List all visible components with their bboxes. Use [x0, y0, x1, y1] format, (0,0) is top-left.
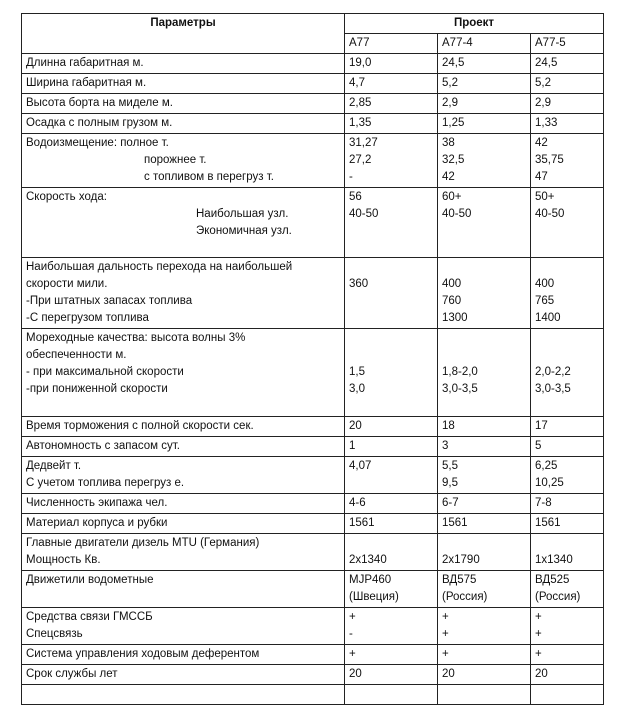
- value-line: 400: [535, 278, 555, 290]
- param-line: Движетили водометные: [26, 574, 154, 586]
- table-row: [22, 608, 604, 645]
- value-cell: [438, 134, 531, 188]
- value-line: +: [535, 611, 542, 623]
- value-line: 32,5: [442, 154, 465, 166]
- value-cell: [531, 258, 604, 329]
- value-line: 400: [442, 278, 462, 290]
- param-cell: [22, 514, 345, 534]
- param-cell: [22, 665, 345, 685]
- table-row: [22, 494, 604, 514]
- value-line: 2х1340: [349, 554, 387, 566]
- value-line: [442, 259, 526, 276]
- value-cell: [345, 329, 438, 417]
- param-line: - при максимальной скорости: [26, 366, 184, 378]
- value-cell: [345, 417, 438, 437]
- value-line: 17: [535, 420, 548, 432]
- param-line: -при пониженной скорости: [26, 383, 168, 395]
- param-line: Мореходные качества: высота волны 3%: [26, 332, 246, 344]
- value-cell: [438, 645, 531, 665]
- param-line: Автономность с запасом сут.: [26, 440, 180, 452]
- value-line: 1,33: [535, 117, 558, 129]
- value-cell: [345, 571, 438, 608]
- value-cell: [438, 665, 531, 685]
- value-line: 20: [349, 668, 362, 680]
- value-line: [535, 347, 599, 364]
- value-cell: [531, 74, 604, 94]
- table-row: [22, 645, 604, 665]
- param-cell: [22, 329, 345, 417]
- value-cell: [438, 608, 531, 645]
- table-row: [22, 329, 604, 417]
- param-cell: [22, 571, 345, 608]
- value-line: 20: [349, 420, 362, 432]
- value-line: 765: [535, 295, 555, 307]
- value-cell: [438, 329, 531, 417]
- param-line: Мощность Кв.: [26, 554, 101, 566]
- value-line: 38: [442, 137, 455, 149]
- value-cell: [345, 645, 438, 665]
- table-row: [22, 134, 604, 188]
- value-cell: [438, 514, 531, 534]
- value-cell: [438, 188, 531, 258]
- value-cell: [438, 494, 531, 514]
- value-line: (Россия): [535, 591, 581, 603]
- param-line: -При штатных запасах топлива: [26, 295, 193, 307]
- param-line: Спецсвязь: [26, 628, 83, 640]
- value-cell: [531, 457, 604, 494]
- value-line: [349, 475, 433, 492]
- value-line: [442, 347, 526, 364]
- value-line: -: [349, 628, 353, 640]
- value-cell: [438, 114, 531, 134]
- value-line: 1561: [349, 517, 375, 529]
- value-line: 40-50: [349, 208, 379, 220]
- value-line: MJP460: [349, 574, 392, 586]
- value-line: 2,9: [442, 97, 458, 109]
- value-line: [535, 686, 599, 703]
- spec-table: [21, 13, 604, 705]
- param-cell: [22, 608, 345, 645]
- param-cell: [22, 437, 345, 457]
- value-cell: [345, 188, 438, 258]
- value-line: 1,25: [442, 117, 465, 129]
- value-line: 3: [442, 440, 449, 452]
- value-line: [349, 330, 433, 347]
- value-cell: [531, 437, 604, 457]
- param-line: Высота борта на миделе м.: [26, 97, 173, 109]
- table-row: [22, 534, 604, 571]
- value-cell: [438, 54, 531, 74]
- value-line: 4-6: [349, 497, 366, 509]
- value-line: 18: [442, 420, 455, 432]
- value-line: 42: [442, 171, 455, 183]
- value-line: 2,9: [535, 97, 551, 109]
- value-cell: [345, 437, 438, 457]
- value-line: 60+: [442, 191, 462, 203]
- value-line: 7-8: [535, 497, 552, 509]
- value-line: +: [442, 628, 449, 640]
- project-a77-5: А77-5: [531, 34, 604, 54]
- value-line: 1,8-2,0: [442, 366, 478, 378]
- value-line: 5: [535, 440, 542, 452]
- value-line: 35,75: [535, 154, 564, 166]
- value-line: +: [535, 648, 542, 660]
- project-a77-4: А77-4: [438, 34, 531, 54]
- param-cell: [22, 114, 345, 134]
- param-cell: [22, 74, 345, 94]
- value-cell: [345, 685, 438, 705]
- param-line: Экономичная узл.: [196, 225, 292, 237]
- value-cell: [345, 608, 438, 645]
- value-cell: [345, 514, 438, 534]
- param-line: -С перегрузом топлива: [26, 312, 149, 324]
- value-line: +: [535, 628, 542, 640]
- value-cell: [345, 134, 438, 188]
- table-row: [22, 665, 604, 685]
- params-header: Параметры: [22, 14, 345, 54]
- value-cell: [531, 514, 604, 534]
- value-line: +: [442, 611, 449, 623]
- param-line: Время торможения с полной скорости сек.: [26, 420, 254, 432]
- value-line: 1: [349, 440, 356, 452]
- param-line: Ширина габаритная м.: [26, 77, 147, 89]
- value-cell: [438, 74, 531, 94]
- value-line: 47: [535, 171, 548, 183]
- param-cell: [22, 54, 345, 74]
- value-line: [349, 293, 433, 310]
- value-line: [349, 535, 433, 552]
- value-cell: [531, 417, 604, 437]
- table-row: [22, 94, 604, 114]
- param-cell: [22, 494, 345, 514]
- table-row: [22, 457, 604, 494]
- value-cell: [345, 94, 438, 114]
- value-line: 760: [442, 295, 462, 307]
- value-line: 24,5: [535, 57, 558, 69]
- value-cell: [345, 258, 438, 329]
- value-cell: [531, 188, 604, 258]
- value-line: 24,5: [442, 57, 465, 69]
- value-line: 27,2: [349, 154, 372, 166]
- param-line: Срок службы лет: [26, 668, 118, 680]
- value-line: +: [442, 648, 449, 660]
- param-line: Водоизмещение: полное т.: [26, 137, 169, 149]
- value-line: ВД525: [535, 574, 570, 586]
- value-line: 19,0: [349, 57, 372, 69]
- value-cell: [345, 494, 438, 514]
- value-line: 2,0-2,2: [535, 366, 571, 378]
- spec-table-wrapper: [21, 13, 604, 705]
- value-cell: [531, 494, 604, 514]
- param-cell: [22, 134, 345, 188]
- value-line: 1300: [442, 312, 468, 324]
- param-line: Скорость хода:: [26, 191, 107, 203]
- param-cell: [22, 94, 345, 114]
- value-line: 4,7: [349, 77, 365, 89]
- value-line: 1,5: [349, 366, 365, 378]
- param-line: Главные двигатели дизель MTU (Германия): [26, 537, 260, 549]
- value-line: 3,0-3,5: [535, 383, 571, 395]
- param-line: Материал корпуса и рубки: [26, 517, 168, 529]
- param-cell: [22, 188, 345, 258]
- value-cell: [438, 417, 531, 437]
- value-line: (Россия): [442, 591, 488, 603]
- param-line: Осадка с полным грузом м.: [26, 117, 173, 129]
- value-line: 5,5: [442, 460, 458, 472]
- param-cell: [22, 645, 345, 665]
- value-line: [535, 535, 599, 552]
- value-line: 6-7: [442, 497, 459, 509]
- table-row: [22, 114, 604, 134]
- value-line: 1400: [535, 312, 561, 324]
- value-cell: [531, 608, 604, 645]
- param-line: скорости мили.: [26, 278, 108, 290]
- param-line: [26, 686, 340, 703]
- value-cell: [345, 534, 438, 571]
- table-row: [22, 571, 604, 608]
- value-cell: [438, 258, 531, 329]
- value-line: (Швеция): [349, 591, 399, 603]
- project-a77: А77: [345, 34, 438, 54]
- value-line: 6,25: [535, 460, 558, 472]
- value-cell: [345, 114, 438, 134]
- value-cell: [438, 94, 531, 114]
- value-line: 10,25: [535, 477, 564, 489]
- value-cell: [438, 685, 531, 705]
- param-line: с топливом в перегруз т.: [144, 171, 274, 183]
- value-cell: [531, 571, 604, 608]
- value-cell: [345, 74, 438, 94]
- value-cell: [531, 134, 604, 188]
- table-row: [22, 437, 604, 457]
- value-line: [349, 259, 433, 276]
- param-line: Длинна габаритная м.: [26, 57, 144, 69]
- value-line: [442, 535, 526, 552]
- value-line: -: [349, 171, 353, 183]
- value-cell: [345, 457, 438, 494]
- value-line: 1х1340: [535, 554, 573, 566]
- value-cell: [531, 54, 604, 74]
- value-line: +: [349, 648, 356, 660]
- value-line: 40-50: [442, 208, 472, 220]
- param-line: порожнее т.: [144, 154, 207, 166]
- param-line: С учетом топлива перегруз е.: [26, 477, 185, 489]
- param-cell: [22, 685, 345, 705]
- value-line: 2х1790: [442, 554, 480, 566]
- value-cell: [345, 665, 438, 685]
- value-line: [349, 686, 433, 703]
- value-line: 3,0-3,5: [442, 383, 478, 395]
- value-cell: [531, 534, 604, 571]
- value-line: 1,35: [349, 117, 372, 129]
- project-header: Проект: [345, 14, 604, 34]
- value-line: 56: [349, 191, 362, 203]
- value-line: [349, 310, 433, 327]
- value-cell: [531, 685, 604, 705]
- param-line: Наибольшая дальность перехода на наибольшей: [26, 261, 293, 273]
- value-cell: [531, 114, 604, 134]
- param-cell: [22, 457, 345, 494]
- table-row: [22, 258, 604, 329]
- param-line: Система управления ходовым деферентом: [26, 648, 260, 660]
- value-line: [535, 259, 599, 276]
- value-cell: [438, 571, 531, 608]
- value-line: 5,2: [442, 77, 458, 89]
- param-line: Наибольшая узл.: [196, 208, 289, 220]
- param-line: Численность экипажа чел.: [26, 497, 168, 509]
- value-line: 50+: [535, 191, 555, 203]
- value-cell: [531, 94, 604, 114]
- value-line: 9,5: [442, 477, 458, 489]
- value-line: 5,2: [535, 77, 551, 89]
- value-cell: [531, 645, 604, 665]
- value-line: [535, 330, 599, 347]
- value-line: 4,07: [349, 460, 372, 472]
- value-cell: [438, 457, 531, 494]
- param-line: Дедвейт т.: [26, 460, 82, 472]
- table-row: [22, 514, 604, 534]
- value-line: 2,85: [349, 97, 372, 109]
- header-row: [22, 14, 604, 34]
- value-line: 360: [349, 278, 369, 290]
- value-cell: [531, 665, 604, 685]
- value-line: 31,27: [349, 137, 378, 149]
- value-cell: [345, 54, 438, 74]
- value-line: +: [349, 611, 356, 623]
- value-cell: [438, 534, 531, 571]
- value-line: 42: [535, 137, 548, 149]
- value-cell: [438, 437, 531, 457]
- value-line: [442, 330, 526, 347]
- param-line: Средства связи ГМССБ: [26, 611, 153, 623]
- value-line: [349, 347, 433, 364]
- table-row: [22, 685, 604, 705]
- value-line: 40-50: [535, 208, 565, 220]
- value-line: 1561: [442, 517, 468, 529]
- value-line: ВД575: [442, 574, 477, 586]
- value-line: 3,0: [349, 383, 365, 395]
- table-row: [22, 417, 604, 437]
- param-cell: [22, 258, 345, 329]
- value-line: 1561: [535, 517, 561, 529]
- value-line: [442, 686, 526, 703]
- table-row: [22, 54, 604, 74]
- param-cell: [22, 417, 345, 437]
- value-cell: [531, 329, 604, 417]
- param-line: обеспеченности м.: [26, 349, 127, 361]
- value-line: 20: [442, 668, 455, 680]
- table-row: [22, 188, 604, 258]
- param-cell: [22, 534, 345, 571]
- value-line: 20: [535, 668, 548, 680]
- table-row: [22, 74, 604, 94]
